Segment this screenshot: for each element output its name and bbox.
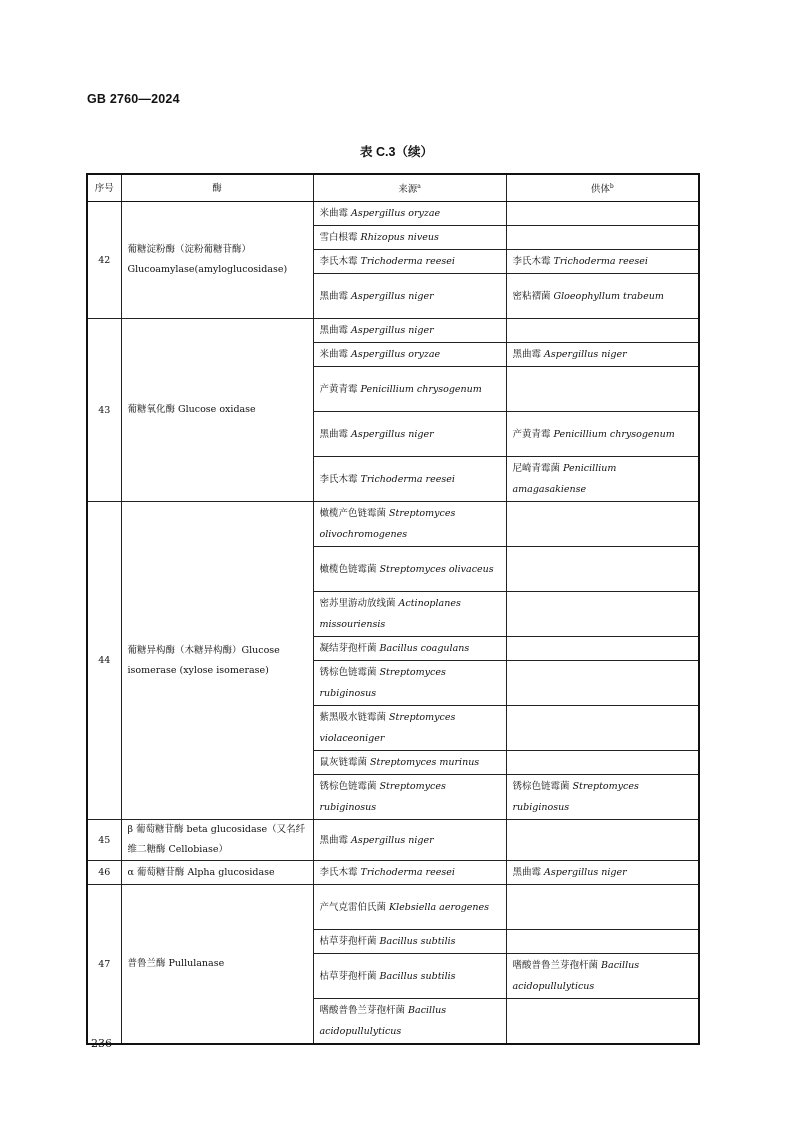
table-row xyxy=(87,861,699,885)
table-caption: 表 C.3（续） xyxy=(360,145,433,159)
source-cn: 黑曲霉 xyxy=(319,834,349,846)
table-header-row xyxy=(87,174,699,202)
source-organism xyxy=(313,820,506,861)
source-organism xyxy=(313,502,506,547)
source-cn: 黑曲霉 xyxy=(319,428,349,440)
source-latin: Bacillus coagulans xyxy=(379,643,470,655)
source-organism xyxy=(313,547,506,592)
source-latin: Penicillium chrysogenum xyxy=(360,383,482,395)
donor-organism xyxy=(506,820,699,861)
footnote-mark-b: b xyxy=(609,183,614,190)
donor-cn: 密粘褶菌 xyxy=(512,290,551,302)
source-latin: Aspergillus oryzae xyxy=(351,208,441,220)
donor-latin: Aspergillus niger xyxy=(544,867,627,879)
donor-latin: Penicillium amagasakiense xyxy=(512,463,617,496)
source-organism xyxy=(313,250,506,274)
source-cn: 密苏里游动放线菌 xyxy=(319,598,396,610)
table-row xyxy=(87,202,699,226)
donor-cn: 尼崎青霉菌 xyxy=(512,463,561,475)
donor-organism xyxy=(506,861,699,885)
source-cn: 李氏木霉 xyxy=(319,473,358,485)
source-organism xyxy=(313,930,506,954)
table-row xyxy=(87,502,699,547)
donor-cn: 李氏木霉 xyxy=(512,256,551,268)
donor-organism xyxy=(506,775,699,820)
source-latin: Aspergillus niger xyxy=(351,290,434,302)
donor-organism xyxy=(506,250,699,274)
source-latin: Streptomyces olivochromogenes xyxy=(319,508,456,541)
source-latin: Aspergillus oryzae xyxy=(351,349,441,361)
source-cn: 枯草芽孢杆菌 xyxy=(319,936,377,948)
donor-organism xyxy=(506,751,699,775)
source-cn: 橄榄色链霉菌 xyxy=(319,563,377,575)
row-number: 44 xyxy=(87,502,121,820)
donor-organism xyxy=(506,547,699,592)
table-row xyxy=(87,885,699,930)
source-latin: Actinoplanes missouriensis xyxy=(319,598,461,631)
row-number: 47 xyxy=(87,885,121,1045)
donor-latin: Penicillium chrysogenum xyxy=(553,428,675,440)
source-cn: 锈棕色链霉菌 xyxy=(319,667,377,679)
source-organism xyxy=(313,226,506,250)
source-organism xyxy=(313,999,506,1045)
source-organism xyxy=(313,343,506,367)
source-organism xyxy=(313,274,506,319)
source-organism xyxy=(313,706,506,751)
source-organism xyxy=(313,775,506,820)
source-organism xyxy=(313,751,506,775)
source-latin: Streptomyces olivaceus xyxy=(379,563,494,575)
donor-cn: 黑曲霉 xyxy=(512,349,542,361)
column-header-enzyme: 酶 xyxy=(121,174,313,202)
source-cn: 紫黑吸水链霉菌 xyxy=(319,712,387,724)
column-header-no: 序号 xyxy=(87,174,121,202)
donor-organism xyxy=(506,226,699,250)
enzyme-name: α 葡萄糖苷酶 Alpha glucosidase xyxy=(121,861,313,885)
donor-organism xyxy=(506,999,699,1045)
source-latin: Trichoderma reesei xyxy=(360,473,455,485)
donor-organism xyxy=(506,661,699,706)
source-cn: 米曲霉 xyxy=(319,208,349,220)
donor-organism xyxy=(506,319,699,343)
page-number: 236 xyxy=(91,1037,112,1050)
donor-organism xyxy=(506,885,699,930)
donor-organism xyxy=(506,202,699,226)
donor-organism xyxy=(506,457,699,502)
source-latin: Bacillus subtilis xyxy=(379,970,456,982)
donor-cn: 嗜酸普鲁兰芽孢杆菌 xyxy=(512,960,599,972)
donor-latin: Trichoderma reesei xyxy=(553,256,648,268)
enzyme-name: β 葡萄糖苷酶 beta glucosidase（又名纤维二糖酶 Cellobiase） xyxy=(121,820,313,861)
source-cn: 嗜酸普鲁兰芽孢杆菌 xyxy=(319,1005,406,1017)
source-latin: Streptomyces rubiginosus xyxy=(319,667,446,700)
donor-latin: Gloeophyllum trabeum xyxy=(553,290,664,302)
donor-organism xyxy=(506,930,699,954)
source-organism xyxy=(313,319,506,343)
donor-organism xyxy=(506,274,699,319)
source-latin: Klebsiella aerogenes xyxy=(389,901,490,913)
source-organism xyxy=(313,885,506,930)
source-cn: 锈棕色链霉菌 xyxy=(319,781,377,793)
column-header-source: 来源$^a$ xyxy=(313,174,506,202)
enzyme-name: 葡糖淀粉酶（淀粉葡糖苷酶）Glucoamylase(amyloglucosidase) xyxy=(121,202,313,319)
standard-id: GB 2760—2024 xyxy=(87,92,180,106)
donor-organism xyxy=(506,954,699,999)
source-latin: Aspergillus niger xyxy=(351,834,434,846)
source-latin: Streptomyces rubiginosus xyxy=(319,781,446,814)
row-number: 42 xyxy=(87,202,121,319)
donor-cn: 锈棕色链霉菌 xyxy=(512,781,570,793)
source-cn: 鼠灰链霉菌 xyxy=(319,757,368,769)
donor-cn: 黑曲霉 xyxy=(512,867,542,879)
source-cn: 产气克雷伯氏菌 xyxy=(319,901,387,913)
source-organism xyxy=(313,861,506,885)
source-organism xyxy=(313,954,506,999)
source-organism xyxy=(313,592,506,637)
source-organism xyxy=(313,412,506,457)
enzyme-name: 葡糖异构酶（木糖异构酶）Glucose isomerase (xylose isomerase) xyxy=(121,502,313,820)
donor-organism xyxy=(506,343,699,367)
donor-latin: Aspergillus niger xyxy=(544,349,627,361)
source-latin: Streptomyces murinus xyxy=(370,757,480,769)
donor-latin: Streptomyces rubiginosus xyxy=(512,781,639,814)
source-latin: Streptomyces violaceoniger xyxy=(319,712,456,745)
donor-organism xyxy=(506,592,699,637)
row-number: 46 xyxy=(87,861,121,885)
source-cn: 橄榄产色链霉菌 xyxy=(319,508,387,520)
source-latin: Trichoderma reesei xyxy=(360,256,455,268)
source-latin: Rhizopus niveus xyxy=(360,232,439,244)
donor-organism xyxy=(506,367,699,412)
footnote-mark-a: a xyxy=(417,183,421,190)
enzyme-name: 普鲁兰酶 Pullulanase xyxy=(121,885,313,1045)
source-organism xyxy=(313,367,506,412)
source-organism xyxy=(313,457,506,502)
source-cn: 黑曲霉 xyxy=(319,325,349,337)
enzyme-name: 葡糖氧化酶 Glucose oxidase xyxy=(121,319,313,502)
donor-organism xyxy=(506,502,699,547)
donor-latin: Bacillus acidopullulyticus xyxy=(512,960,640,993)
table-row xyxy=(87,820,699,861)
donor-cn: 产黄青霉 xyxy=(512,428,551,440)
source-cn: 凝结芽孢杆菌 xyxy=(319,643,377,655)
source-latin: Aspergillus niger xyxy=(351,325,434,337)
source-latin: Bacillus acidopullulyticus xyxy=(319,1005,447,1038)
table-body xyxy=(87,202,699,1045)
source-cn: 雪白根霉 xyxy=(319,232,358,244)
source-latin: Trichoderma reesei xyxy=(360,867,455,879)
source-organism xyxy=(313,637,506,661)
source-latin: Bacillus subtilis xyxy=(379,936,456,948)
source-latin: Aspergillus niger xyxy=(351,428,434,440)
source-cn: 枯草芽孢杆菌 xyxy=(319,970,377,982)
source-cn: 黑曲霉 xyxy=(319,290,349,302)
enzyme-table xyxy=(86,173,700,1045)
source-organism xyxy=(313,661,506,706)
donor-organism xyxy=(506,706,699,751)
donor-organism xyxy=(506,637,699,661)
table-row xyxy=(87,319,699,343)
donor-organism xyxy=(506,412,699,457)
source-cn: 李氏木霉 xyxy=(319,256,358,268)
row-number: 43 xyxy=(87,319,121,502)
source-cn: 李氏木霉 xyxy=(319,867,358,879)
row-number: 45 xyxy=(87,820,121,861)
source-cn: 产黄青霉 xyxy=(319,383,358,395)
column-header-donor: 供体$^b$ xyxy=(506,174,699,202)
source-cn: 米曲霉 xyxy=(319,349,349,361)
source-organism xyxy=(313,202,506,226)
